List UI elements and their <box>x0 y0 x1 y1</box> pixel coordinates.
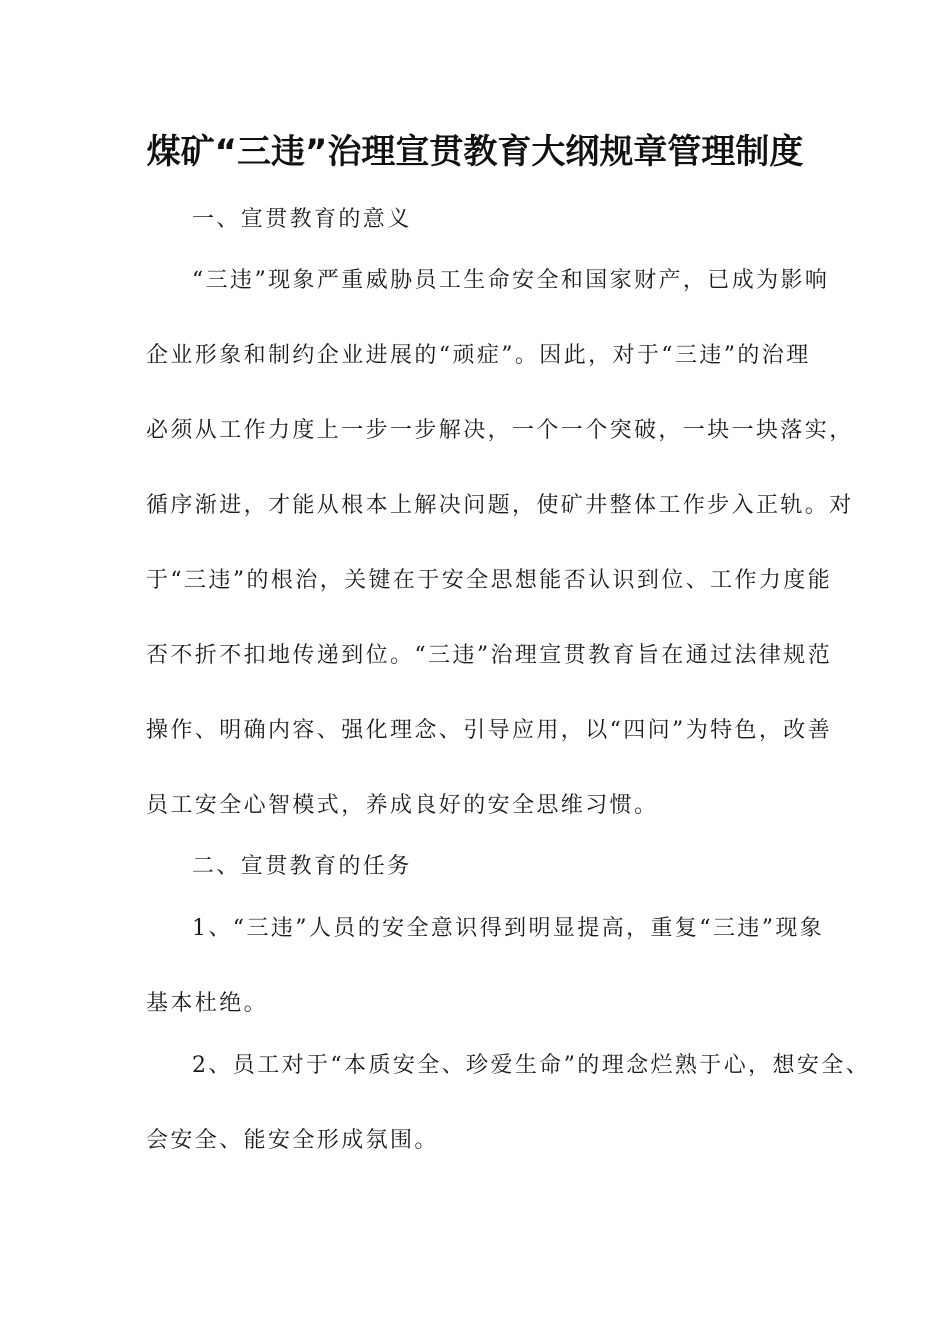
paragraph-line: 于“三违”的根治，关键在于安全思想能否认识到位、工作力度能 <box>146 568 833 593</box>
paragraph-line: 操作、明确内容、强化理念、引导应用，以“四问”为特色，改善 <box>146 718 833 743</box>
paragraph-line: 循序渐进，才能从根本上解决问题，使矿井整体工作步入正轨。对 <box>146 493 854 518</box>
list-item-line: 1、“三违”人员的安全意识得到明显提高，重复“三违”现象 <box>192 916 825 941</box>
list-item-line: 会安全、能安全形成氛围。 <box>146 1128 439 1153</box>
section-heading-1: 一、宣贯教育的意义 <box>192 207 412 232</box>
paragraph-line: 否不折不扣地传递到位。“三违”治理宣贯教育旨在通过法律规范 <box>146 643 833 668</box>
paragraph-line: “三违”现象严重威胁员工生命安全和国家财产，已成为影响 <box>192 268 830 293</box>
list-item-line: 基本杜绝。 <box>146 991 269 1016</box>
list-item-line: 2、员工对于“本质安全、珍爱生命”的理念烂熟于心，想安全、 <box>192 1053 871 1078</box>
document-title: 煤矿“三违”治理宣贯教育大纲规章管理制度 <box>146 132 804 172</box>
paragraph-line: 员工安全心智模式，养成良好的安全思维习惯。 <box>146 793 659 818</box>
section-heading-2: 二、宣贯教育的任务 <box>192 854 412 879</box>
paragraph-line: 企业形象和制约企业进展的“顽症”。因此，对于“三违”的治理 <box>146 343 811 368</box>
paragraph-line: 必须从工作力度上一步一步解决，一个一个突破，一块一块落实， <box>146 418 854 443</box>
